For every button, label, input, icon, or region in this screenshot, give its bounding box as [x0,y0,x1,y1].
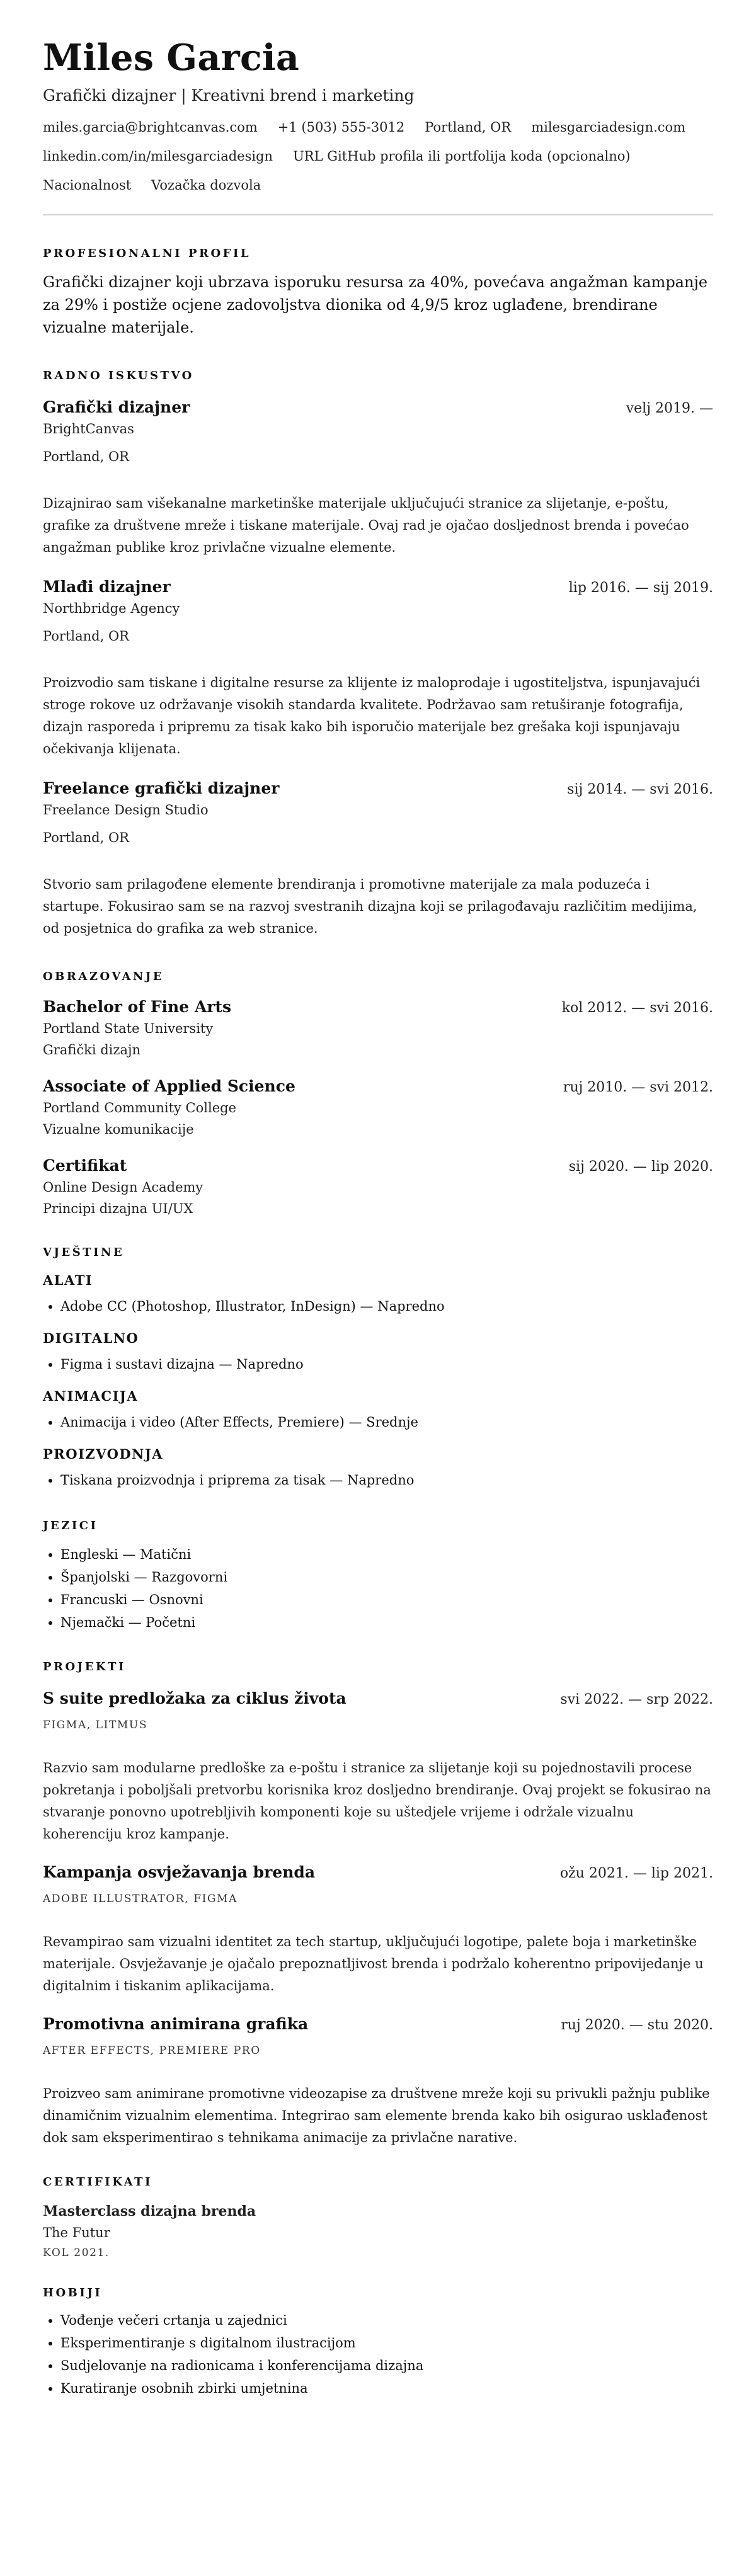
language-item: • Njemački — Početni [60,1611,713,1634]
website-link[interactable]: milesgarciadesign.com [531,120,686,135]
study-field: Grafički dizajn [43,1042,140,1057]
school-name: Portland Community College [43,1100,237,1115]
language-item: • Engleski — Matični [60,1543,713,1566]
contact-row [43,117,713,137]
skill-group [43,1387,713,1433]
certificate-entry [43,2202,713,2261]
certificate-issuer: The Futur [43,2225,110,2240]
project-entry [43,1688,713,1845]
resume-content [43,35,713,2400]
section-heading: RADNO ISKUSTVO [43,369,194,382]
experience-entry [43,778,713,940]
skill-item: • Tiskana proizvodnja i priprema za tisak — Napredno [60,1469,713,1491]
certificate-title: Masterclass dizajna brenda [43,2203,256,2220]
skill-group-title: PROIZVODNJA [43,1446,164,1462]
job-title: Freelance grafički dizajner [43,779,280,797]
project-title: S suite predložaka za ciklus života [43,1689,346,1707]
header-divider [43,214,713,215]
job-location: Portland, OR [43,449,129,464]
degree-title: Associate of Applied Science [43,1077,295,1095]
job-subtitle: Grafički dizajner | Kreativni brend i marketing [43,86,415,105]
experience-section [43,368,713,940]
profile-section [43,246,713,339]
contact-row [43,146,713,166]
company-name: Northbridge Agency [43,601,180,616]
education-section [43,969,713,1218]
language-item: • Španjolski — Razgovorni [60,1566,713,1588]
education-dates: ruj 2010. — svi 2012. [563,1080,713,1095]
degree-title: Bachelor of Fine Arts [43,998,232,1016]
section-heading: HOBIJI [43,2286,103,2300]
study-field: Vizualne komunikacije [43,1122,194,1137]
company-name: BrightCanvas [43,421,134,436]
job-location: Portland, OR [43,830,129,845]
skill-group-title: DIGITALNO [43,1330,139,1346]
hobby-item: • Vođenje večeri crtanja u zajednici [60,2309,713,2332]
skill-group [43,1445,713,1491]
school-name: Online Design Academy [43,1180,203,1195]
skill-item: • Animacija i video (After Effects, Premiere) — Srednje [60,1411,713,1433]
hobby-item: • Sudjelovanje na radionicama i konferencijama dizajna [60,2354,713,2377]
profile-summary: Grafički dizajner koji ubrzava isporuku resursa za 40%, povećava angažman kampanje za 29% i postiže ocjene zadovoljstva dionika od 4,9/5 kroz uglađene, brendirane vizualne materijale. [43,273,708,336]
skill-group-title: ANIMACIJA [43,1388,139,1404]
project-description: Razvio sam modularne predloške za e-poštu i stranice za slijetanje koji su pojednostavili procese pokretanja i poboljšali pretvorbu korisnika kroz dosljedno brendiranje. Ovaj projekt se fokusirao na stvaranje ponovno upotrebljivih komponenti koje su uštedjele vrijeme i održale vizualnu koherenciju kroz kampanje. [43,1760,711,1842]
project-dates: ruj 2020. — stu 2020. [561,2017,713,2033]
education-entry [43,1076,713,1139]
job-title: Grafički dizajner [43,398,190,416]
project-description: Proizveo sam animirane promotivne videozapise za društvene mreže koji su privukli pažnju publike dinamičnim vizualnim elementima. Integrirao sam elemente brenda kako bih osigurao usklađenost dok sam eksperimentirao s tehnikama animacije za privlačne narative. [43,2086,710,2145]
project-entry [43,2014,713,2149]
skill-item: • Figma i sustavi dizajna — Napredno [60,1353,713,1376]
contact-row [43,175,713,195]
linkedin-link[interactable]: linkedin.com/in/milesgarciadesign [43,149,273,164]
job-location: Portland, OR [43,629,129,644]
job-dates: velj 2019. — [626,401,713,416]
section-heading: OBRAZOVANJE [43,970,164,983]
job-dates: lip 2016. — sij 2019. [568,580,713,596]
language-item: • Francuski — Osnovni [60,1588,713,1611]
job-title: Mlađi dizajner [43,578,171,596]
project-dates: ožu 2021. — lip 2021. [559,1866,713,1881]
hobby-item: • Kuratiranje osobnih zbirki umjetnina [60,2377,713,2400]
job-description: Stvorio sam prilagođene elemente brendiranja i promotivne materijale za mala poduzeća i startupe. Fokusirao sam se na razvoj svestranih dizajna koji se prilagođavaju različitim medijima, od posjetnica do grafika za web stranice. [43,877,697,936]
person-name: Miles Garcia [43,37,300,79]
education-dates: kol 2012. — svi 2016. [561,1000,713,1016]
school-name: Portland State University [43,1021,214,1036]
project-tools: AFTER EFFECTS, PREMIERE PRO [43,2044,261,2057]
job-description: Proizvodio sam tiskane i digitalne resurse za klijente iz maloprodaje i ugostiteljstva, ispunjavajući stroge rokove uz održavanje visokih standarda kvalitete. Podržavao sam retuširanje fotografija, dizajn rasporeda i pripremu za tisak kako bih isporučio materijale bez grešaka koji ispunjavaju očekivanja klijenata. [43,675,701,756]
education-dates: sij 2020. — lip 2020. [568,1159,713,1175]
project-tools: FIGMA, LITMUS [43,1719,148,1731]
job-description: Dizajnirao sam višekanalne marketinške materijale uključujući stranice za slijetanje, e-poštu, grafike za društvene mreže i tiskane materijale. Ovaj rad je ojačao dosljednost brenda i povećao angažman publike kroz privlačne vizualne elemente. [43,496,689,555]
github-link[interactable]: URL GitHub profila ili portfolija koda (opcionalno) [293,149,631,164]
email-link[interactable]: miles.garcia@brightcanvas.com [43,120,258,135]
projects-section [43,1659,713,2149]
section-heading: PROJEKTI [43,1660,126,1673]
certificates-section [43,2174,713,2261]
study-field: Principi dizajna UI/UX [43,1201,193,1216]
skill-group-title: ALATI [43,1272,93,1288]
location: Portland, OR [425,120,512,135]
degree-title: Certifikat [43,1156,127,1175]
project-dates: svi 2022. — srp 2022. [560,1692,713,1707]
experience-entry [43,576,713,760]
skill-group [43,1329,713,1376]
skill-group [43,1271,713,1318]
section-heading: CERTIFIKATI [43,2175,152,2189]
resume-header [43,35,713,215]
skills-section [43,1245,713,1491]
education-entry [43,1155,713,1218]
section-heading: PROFESIONALNI PROFIL [43,247,251,260]
experience-entry [43,397,713,559]
project-title: Kampanja osvježavanja brenda [43,1863,316,1881]
nationality: Nacionalnost [43,178,132,193]
hobby-item: • Eksperimentiranje s digitalnom ilustracijom [60,2332,713,2354]
skill-item: • Adobe CC (Photoshop, Illustrator, InDesign) — Napredno [60,1295,713,1318]
education-entry [43,996,713,1059]
company-name: Freelance Design Studio [43,802,209,818]
phone-number[interactable]: +1 (503) 555-3012 [277,120,405,135]
project-tools: ADOBE ILLUSTRATOR, FIGMA [43,1893,238,1905]
section-heading: JEZICI [43,1519,98,1532]
project-entry [43,1862,713,1997]
section-heading: VJEŠTINE [43,1246,125,1259]
hobbies-section [43,2285,713,2400]
certificate-date: KOL 2021. [43,2247,110,2259]
job-dates: sij 2014. — svi 2016. [567,782,713,797]
driving-license: Vozačka dozvola [151,178,261,193]
project-title: Promotivna animirana grafika [43,2015,309,2033]
project-description: Revampirao sam vizualni identitet za tech startup, uključujući logotipe, palete boja i marketinške materijale. Osvježavanje je ojačalo prepoznatljivost brenda i podržalo koherentno pripovijedanje u digitalnim i tiskanim aplikacijama. [43,1934,704,1993]
languages-section [43,1518,713,1634]
